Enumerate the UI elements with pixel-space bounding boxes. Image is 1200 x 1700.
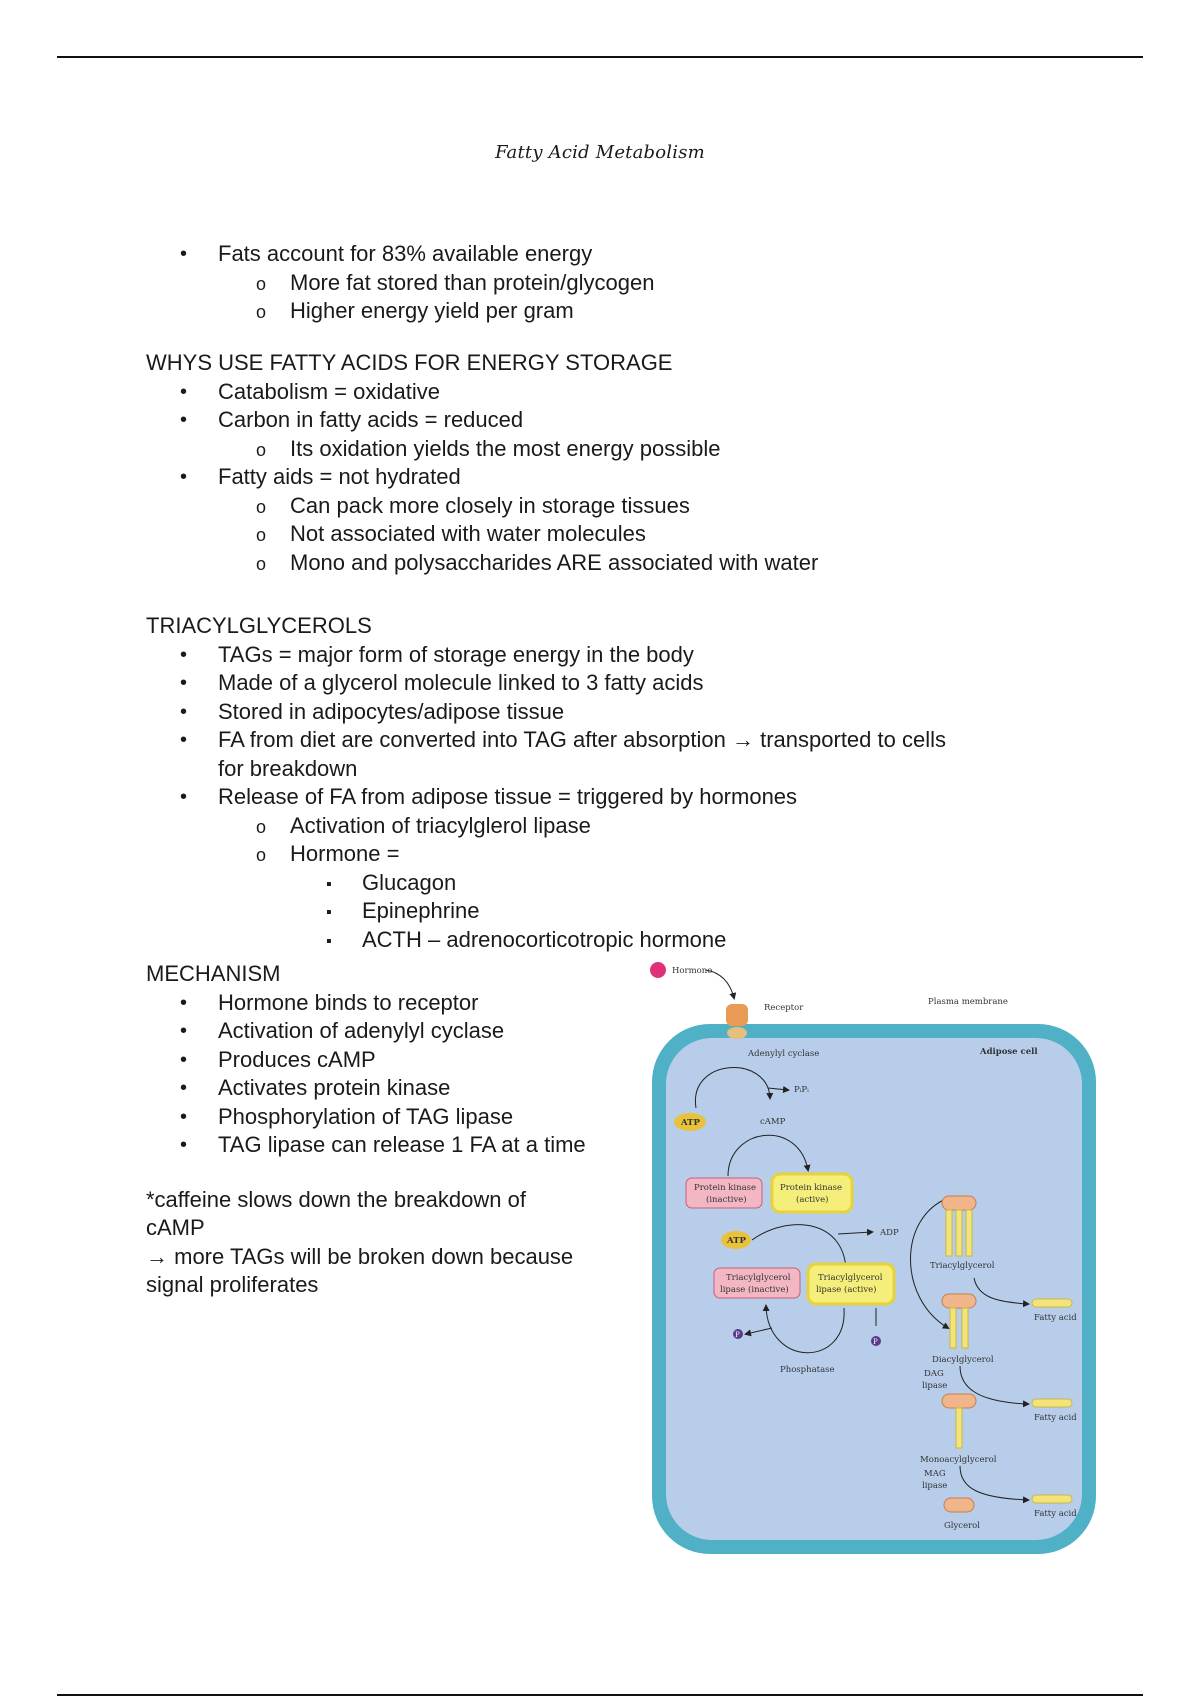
label-adipose-cell: Adipose cell — [980, 1047, 1038, 1057]
diacylglycerol-icon — [942, 1294, 976, 1308]
tag-lipase-active — [808, 1264, 894, 1304]
label-monoacylglycerol: Monoacylglycerol — [920, 1455, 997, 1465]
bottom-rule — [57, 1694, 1143, 1696]
sub-bullet: o Activation of triacylglerol lipase — [146, 812, 946, 841]
label-phosphatase: Phosphatase — [780, 1365, 835, 1375]
bullet: • Release of FA from adipose tissue = triggered by hormones — [146, 783, 946, 812]
bullet: • Phosphorylation of TAG lipase — [146, 1103, 586, 1132]
label-atp-2: ATP — [727, 1236, 746, 1246]
note-line: → more TAGs will be broken down because — [146, 1243, 574, 1269]
sub-bullet: o Not associated with water molecules — [146, 520, 818, 549]
svg-text:Protein kinase: Protein kinase — [694, 1183, 757, 1193]
bullet: • Fatty aids = not hydrated — [146, 463, 818, 492]
sub-bullet: o Can pack more closely in storage tissues — [146, 492, 818, 521]
monoacylglycerol-icon — [942, 1394, 976, 1408]
label-receptor: Receptor — [764, 1003, 804, 1013]
label-camp: cAMP — [760, 1117, 786, 1127]
bullet: • Produces cAMP — [146, 1046, 586, 1075]
label-triacylglycerol: Triacylglycerol — [930, 1261, 995, 1271]
bullet: • Catabolism = oxidative — [146, 378, 818, 407]
bullet: • FA from diet are converted into TAG after absorption → transported to cells — [146, 726, 946, 755]
svg-text:P: P — [873, 1338, 878, 1346]
svg-text:Triacylglycerol: Triacylglycerol — [726, 1273, 791, 1283]
svg-text:lipase (active): lipase (active) — [816, 1285, 877, 1295]
label-diacylglycerol: Diacylglycerol — [932, 1355, 994, 1365]
svg-text:DAG: DAG — [924, 1369, 944, 1379]
label-fatty-acid-3: Fatty acid — [1034, 1509, 1077, 1519]
protein-kinase-active — [772, 1174, 852, 1212]
sub-bullet: o Higher energy yield per gram — [146, 297, 654, 326]
label-hormone: Hormone — [672, 966, 713, 976]
svg-text:(active): (active) — [796, 1195, 829, 1205]
adipose-cell-diagram — [648, 958, 1100, 1558]
sub-bullet: o Its oxidation yields the most energy possible — [146, 435, 818, 464]
bullet: • Carbon in fatty acids = reduced — [146, 406, 818, 435]
intro-section — [146, 240, 654, 326]
sub-bullet: o Mono and polysaccharides ARE associated with water — [146, 549, 818, 578]
label-fatty-acid-1: Fatty acid — [1034, 1313, 1077, 1323]
bullet: • Activation of adenylyl cyclase — [146, 1017, 586, 1046]
svg-text:lipase (inactive): lipase (inactive) — [720, 1285, 789, 1295]
bullet: • TAG lipase can release 1 FA at a time — [146, 1131, 586, 1160]
svg-text:lipase: lipase — [922, 1481, 948, 1491]
svg-text:MAG: MAG — [924, 1469, 946, 1479]
mechanism-section — [146, 960, 586, 1300]
label-atp: ATP — [681, 1118, 700, 1128]
bullet: • Made of a glycerol molecule linked to 3 fatty acids — [146, 669, 946, 698]
bullet: • TAGs = major form of storage energy in the body — [146, 641, 946, 670]
hormone-item: ▪ Epinephrine — [146, 897, 946, 926]
label-adenylyl-cyclase: Adenylyl cyclase — [748, 1049, 820, 1059]
bullet-continuation: for breakdown — [218, 755, 358, 781]
glycerol-icon — [944, 1498, 974, 1512]
whys-section — [146, 349, 818, 577]
label-glycerol: Glycerol — [944, 1521, 981, 1531]
bullet: • Fats account for 83% available energy — [146, 240, 654, 269]
hormone-icon — [650, 962, 666, 978]
hormone-item: ▪ Glucagon — [146, 869, 946, 898]
svg-text:lipase: lipase — [922, 1381, 948, 1391]
label-ppi: PᵢPᵢ — [794, 1085, 809, 1095]
note-line: signal proliferates — [146, 1272, 319, 1297]
bullet: • Activates protein kinase — [146, 1074, 586, 1103]
receptor-icon — [726, 1004, 748, 1026]
sub-bullet: o More fat stored than protein/glycogen — [146, 269, 654, 298]
section-heading: WHYS USE FATTY ACIDS FOR ENERGY STORAGE — [146, 350, 673, 375]
bullet: • Stored in adipocytes/adipose tissue — [146, 698, 946, 727]
sub-bullet: o Hormone = — [146, 840, 946, 869]
fatty-acid-icon-2 — [1032, 1399, 1072, 1407]
label-fatty-acid-2: Fatty acid — [1034, 1413, 1077, 1423]
label-adp: ADP — [880, 1228, 899, 1238]
svg-text:Triacylglycerol: Triacylglycerol — [818, 1273, 883, 1283]
hormone-item: ▪ ACTH – adrenocorticotropic hormone — [146, 926, 946, 955]
fatty-acid-icon — [1032, 1299, 1072, 1307]
triacylglycerol-icon — [942, 1196, 976, 1210]
svg-text:(inactive): (inactive) — [706, 1195, 747, 1205]
page-title: Fatty Acid Metabolism — [495, 142, 705, 163]
bullet: • Hormone binds to receptor — [146, 989, 586, 1018]
label-plasma-membrane: Plasma membrane — [928, 997, 1008, 1007]
svg-text:Protein kinase: Protein kinase — [780, 1183, 843, 1193]
top-rule — [57, 56, 1143, 58]
fatty-acid-icon-3 — [1032, 1495, 1072, 1503]
svg-text:P: P — [735, 1331, 740, 1339]
tag-section — [146, 612, 946, 954]
section-heading: MECHANISM — [146, 961, 281, 986]
section-heading: TRIACYLGLYCEROLS — [146, 613, 372, 638]
note-line: *caffeine slows down the breakdown of — [146, 1186, 526, 1212]
note-line: cAMP — [146, 1215, 205, 1240]
